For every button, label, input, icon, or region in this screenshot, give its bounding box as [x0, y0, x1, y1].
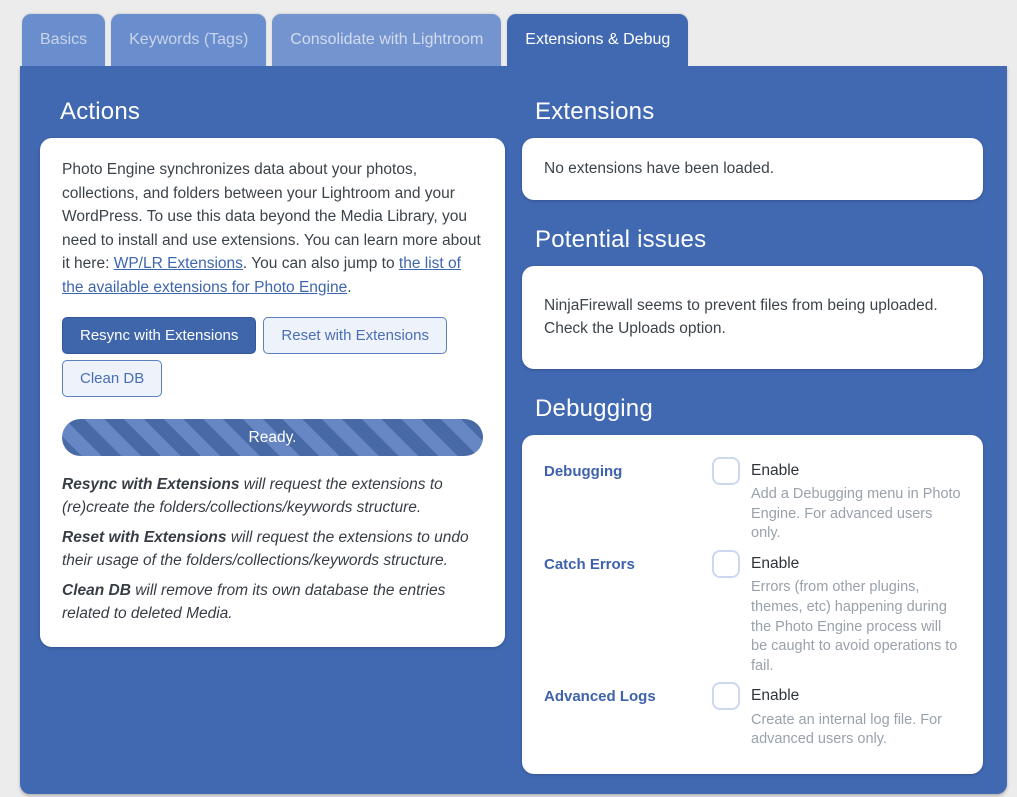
debug-row-debugging [544, 457, 961, 544]
catch-errors-field-label: Catch Errors [544, 555, 635, 573]
intro-text-after: . [347, 278, 352, 296]
extensions-debug-column [522, 66, 983, 774]
clean-db-note-text: will remove from its own database the entries related to deleted Media. [62, 582, 446, 622]
advanced-logs-field-label: Advanced Logs [544, 688, 656, 706]
tab-basics[interactable]: Basics [22, 14, 105, 66]
extensions-card [522, 138, 983, 200]
actions-column [40, 66, 505, 647]
advanced-logs-enable-label[interactable]: Enable [751, 687, 800, 705]
potential-issues-message: NinjaFirewall seems to prevent files from being uploaded. Check the Uploads option. [544, 296, 938, 338]
clean-db-note-term: Clean DB [62, 582, 131, 600]
photo-engine-settings-page [0, 14, 1017, 797]
debugging-field-label: Debugging [544, 462, 623, 480]
reset-note [62, 527, 483, 572]
advanced-logs-enable-checkbox[interactable] [712, 682, 740, 710]
debugging-heading: Debugging [535, 394, 653, 422]
debugging-control-text [751, 457, 961, 544]
potential-issues-card [522, 266, 983, 369]
extensions-heading: Extensions [535, 98, 655, 125]
extensions-message: No extensions have been loaded. [544, 160, 775, 177]
actions-button-row-2 [62, 360, 483, 397]
reset-with-extensions-button[interactable]: Reset with Extensions [263, 317, 447, 354]
actions-button-row-1 [62, 317, 483, 354]
clean-db-note [62, 580, 483, 625]
tab-keywords-tags[interactable]: Keywords (Tags) [111, 14, 266, 66]
catch-errors-description: Errors (from other plugins, themes, etc) happening during the Photo Engine process will be caught to avoid operations to fail. [751, 579, 958, 674]
intro-text-before: Photo Engine synchronizes data about your photos, collections, and folders between your Lightroom and your WordPress. To use this data beyond the Media Library, you need to install and use extensions. You can learn more about it here: [62, 161, 481, 273]
actions-heading: Actions [60, 98, 141, 125]
intro-text-middle: . You can also jump to [242, 255, 399, 273]
reset-note-term: Reset with Extensions [62, 529, 227, 547]
tab-extensions-debug[interactable]: Extensions & Debug [507, 14, 688, 66]
sync-progress-bar [62, 419, 483, 456]
catch-errors-control [712, 550, 961, 676]
settings-panel [20, 66, 1007, 794]
resync-with-extensions-button[interactable]: Resync with Extensions [62, 317, 256, 354]
tab-bar [22, 14, 1017, 66]
wplr-extensions-link[interactable]: WP/LR Extensions [113, 255, 243, 273]
potential-issues-heading: Potential issues [535, 225, 707, 253]
available-extensions-list-link[interactable]: the list of the available extensions for Photo Engine [62, 255, 461, 296]
actions-card [40, 138, 505, 647]
actions-intro-text [62, 158, 483, 299]
advanced-logs-control-text [751, 682, 961, 750]
advanced-logs-description: Create an internal log file. For advanced users only. [751, 711, 943, 748]
catch-errors-enable-label[interactable]: Enable [751, 554, 800, 572]
resync-note-term: Resync with Extensions [62, 476, 240, 494]
resync-note [62, 474, 483, 519]
progress-status-text: Ready. [248, 429, 297, 446]
debugging-card [522, 435, 983, 774]
debugging-enable-checkbox[interactable] [712, 457, 740, 485]
clean-db-button[interactable]: Clean DB [62, 360, 162, 397]
debugging-description: Add a Debugging menu in Photo Engine. For advanced users only. [751, 486, 961, 542]
advanced-logs-control [712, 682, 961, 750]
catch-errors-enable-checkbox[interactable] [712, 550, 740, 578]
debugging-control [712, 457, 961, 544]
debug-row-advanced-logs [544, 682, 961, 750]
debugging-enable-label[interactable]: Enable [751, 461, 800, 479]
catch-errors-control-text [751, 550, 961, 676]
reset-note-text: will request the extensions to undo their usage of the folders/collections/keywords structure. [62, 529, 469, 569]
tab-consolidate-with-lightroom[interactable]: Consolidate with Lightroom [272, 14, 501, 66]
debug-row-catch-errors [544, 550, 961, 676]
resync-note-text: will request the extensions to (re)create the folders/collections/keywords structure. [62, 476, 443, 516]
